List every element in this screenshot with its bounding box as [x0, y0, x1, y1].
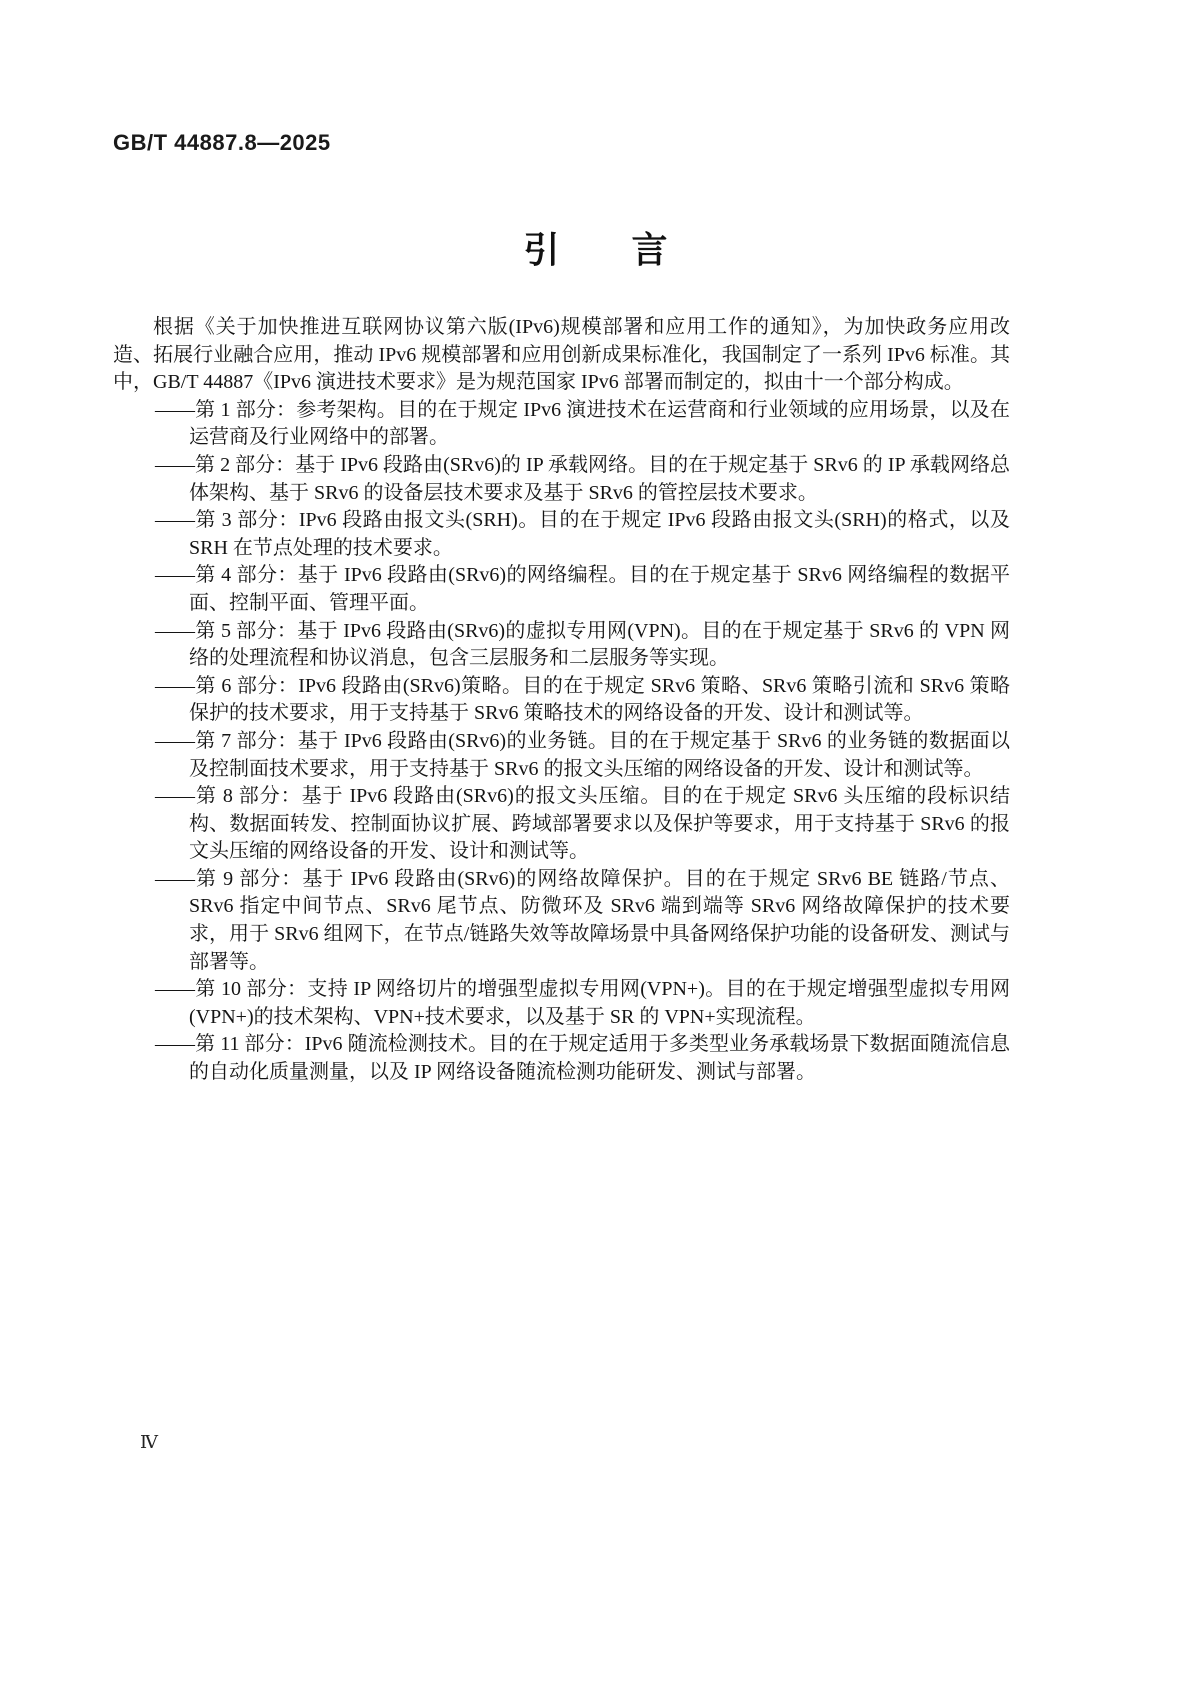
document-body	[113, 314, 1010, 1087]
part-item: ——第 5 部分：基于 IPv6 段路由(SRv6)的虚拟专用网(VPN)。目的在于规定基于 SRv6 的 VPN 网络的处理流程和协议消息，包含三层服务和二层服务等实现。	[155, 619, 1010, 670]
part-item: ——第 6 部分：IPv6 段路由(SRv6)策略。目的在于规定 SRv6 策略、SRv6 策略引流和 SRv6 策略保护的技术要求，用于支持基于 SRv6 策略技术的网络设备的开发、设计和测试等。	[155, 674, 1010, 725]
standard-number: GB/T 44887.8—2025	[113, 130, 331, 155]
part-item: ——第 4 部分：基于 IPv6 段路由(SRv6)的网络编程。目的在于规定基于 SRv6 网络编程的数据平面、控制平面、管理平面。	[155, 564, 1010, 614]
intro-paragraph: 根据《关于加快推进互联网协议第六版(IPv6)规模部署和应用工作的通知》，为加快政务应用改造、拓展行业融合应用，推动 IPv6 规模部署和应用创新成果标准化，我国制定了一系列 IPv6 标准。其中，GB/T 44887《IPv6 演进技术要求》是为规范国家 IPv6 部署而制定的，拟由十一个部分构成。	[113, 316, 1010, 394]
parts-list	[113, 397, 1010, 1087]
page-title: 引 言	[523, 230, 668, 271]
part-item: ——第 3 部分：IPv6 段路由报文头(SRH)。目的在于规定 IPv6 段路由报文头(SRH)的格式，以及 SRH 在节点处理的技术要求。	[155, 509, 1010, 559]
part-item: ——第 7 部分：基于 IPv6 段路由(SRv6)的业务链。目的在于规定基于 SRv6 的业务链的数据面以及控制面技术要求，用于支持基于 SRv6 的报文头压缩的网络设备的开发、设计和测试等。	[155, 729, 1010, 780]
part-item: ——第 2 部分：基于 IPv6 段路由(SRv6)的 IP 承载网络。目的在于规定基于 SRv6 的 IP 承载网络总体架构、基于 SRv6 的设备层技术要求及基于 SRv6 的管控层技术要求。	[155, 453, 1010, 504]
part-item: ——第 1 部分：参考架构。目的在于规定 IPv6 演进技术在运营商和行业领域的应用场景，以及在运营商及行业网络中的部署。	[155, 398, 1010, 449]
page-number: Ⅳ	[140, 1432, 158, 1452]
part-item: ——第 8 部分：基于 IPv6 段路由(SRv6)的报文头压缩。目的在于规定 SRv6 头压缩的段标识结构、数据面转发、控制面协议扩展、跨域部署要求以及保护等要求，用于支持基于 SRv6 的报文头压缩的网络设备的开发、设计和测试等。	[155, 785, 1010, 863]
part-item: ——第 10 部分：支持 IP 网络切片的增强型虚拟专用网(VPN+)。目的在于规定增强型虚拟专用网(VPN+)的技术架构、VPN+技术要求，以及基于 SR 的 VPN+实现流程。	[155, 978, 1010, 1028]
part-item: ——第 9 部分：基于 IPv6 段路由(SRv6)的网络故障保护。目的在于规定 SRv6 BE 链路/节点、SRv6 指定中间节点、SRv6 尾节点、防微环及 SRv6 端到端等 SRv6 网络故障保护的技术要求，用于 SRv6 组网下，在节点/链路失效等故障场景中具备网络保护功能的设备研发、测试与部署等。	[155, 867, 1010, 973]
part-item: ——第 11 部分：IPv6 随流检测技术。目的在于规定适用于多类型业务承载场景下数据面随流信息的自动化质量测量，以及 IP 网络设备随流检测功能研发、测试与部署。	[155, 1033, 1010, 1084]
